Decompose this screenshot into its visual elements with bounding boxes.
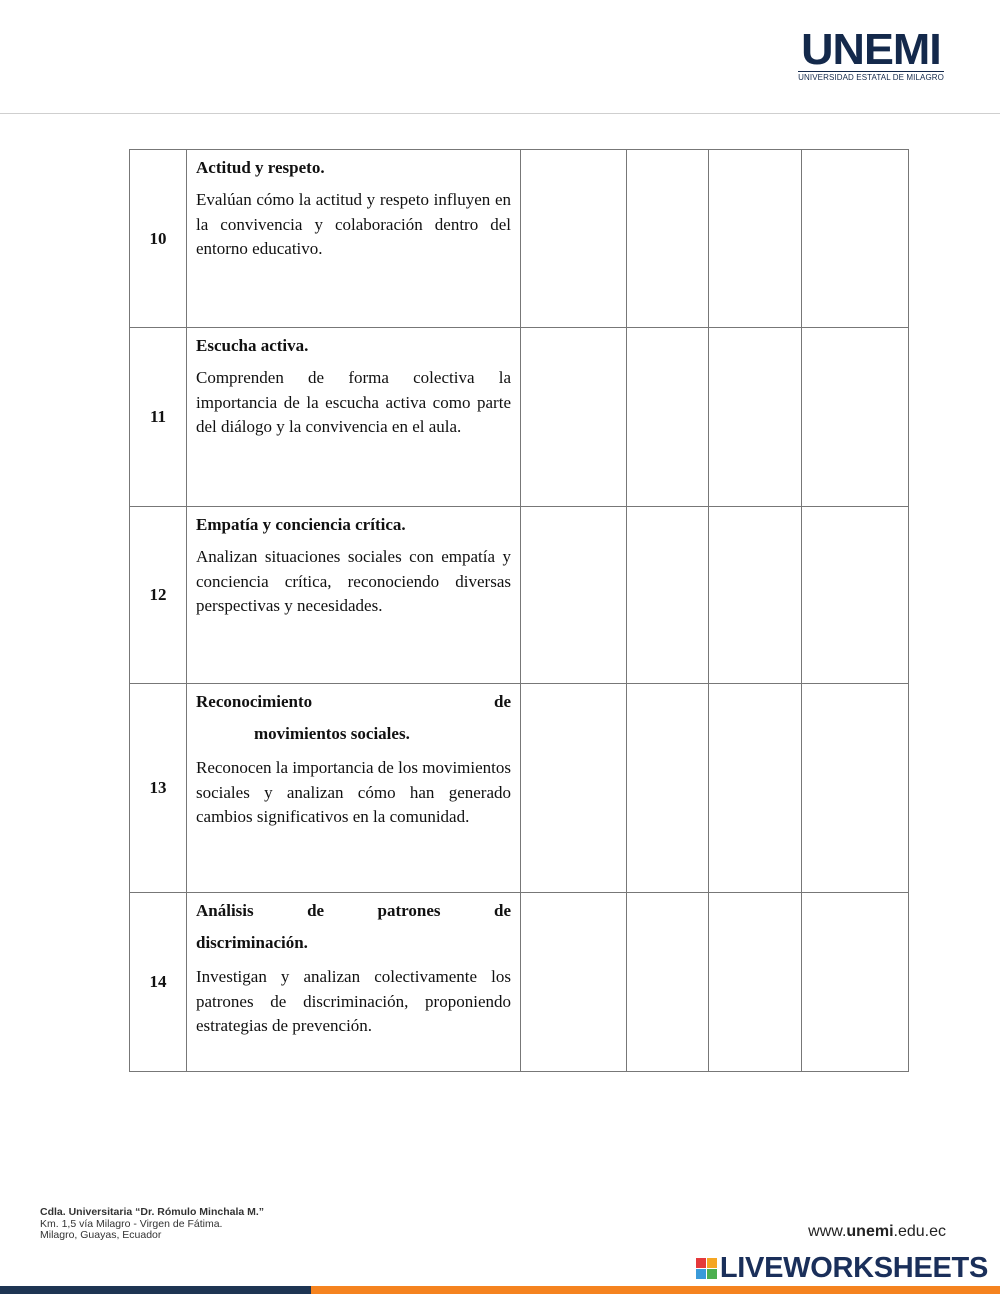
score-cell[interactable] — [709, 328, 802, 507]
bar-orange-segment — [311, 1286, 1000, 1294]
score-cell[interactable] — [709, 684, 802, 893]
row-number: 13 — [130, 684, 187, 893]
score-cell[interactable] — [521, 150, 627, 328]
score-cell[interactable] — [709, 507, 802, 684]
criterion-description: Investigan y analizan colectivamente los patrones de discriminación, proponiendo estrategias de prevención. — [196, 967, 511, 1035]
table-row — [130, 684, 909, 893]
row-number: 14 — [130, 893, 187, 1072]
footer-address — [40, 1207, 264, 1242]
address-line: Cdla. Universitaria “Dr. Rómulo Minchala M.” — [40, 1206, 265, 1218]
criterion-description: Comprenden de forma colectiva la importancia de la escucha activa como parte del diálogo y la convivencia en el aula. — [196, 368, 511, 436]
header-divider — [0, 113, 1000, 114]
table-row — [130, 507, 909, 684]
table-row — [130, 893, 909, 1072]
criterion-title: Actitud y respeto. — [196, 158, 325, 177]
score-cell[interactable] — [802, 150, 909, 328]
row-number: 12 — [130, 507, 187, 684]
score-cell[interactable] — [709, 893, 802, 1072]
logo-wordmark: UNEMI — [801, 25, 941, 74]
rubric-table — [129, 149, 909, 1072]
score-cell[interactable] — [802, 684, 909, 893]
brand-label: LIVEWORKSHEETS — [719, 1252, 988, 1284]
score-cell[interactable] — [627, 893, 709, 1072]
criterion-cell — [187, 893, 521, 1072]
score-cell[interactable] — [521, 328, 627, 507]
criterion-title-continued: discriminación. — [196, 933, 308, 952]
address-line: Km. 1,5 vía Milagro - Virgen de Fátima. — [40, 1217, 223, 1230]
criterion-cell — [187, 684, 521, 893]
unemi-logo — [798, 25, 944, 82]
criterion-title: Reconocimiento de — [196, 692, 511, 711]
score-cell[interactable] — [802, 893, 909, 1072]
criterion-description: Evalúan cómo la actitud y respeto influyen en la convivencia y colaboración dentro del entorno educativo. — [196, 190, 511, 258]
table-row — [130, 328, 909, 507]
score-cell[interactable] — [521, 893, 627, 1072]
bar-dark-segment — [0, 1286, 311, 1294]
criterion-title-continued: movimientos sociales. — [254, 724, 410, 743]
liveworksheets-icon — [696, 1258, 717, 1279]
score-cell[interactable] — [521, 684, 627, 893]
logo-subtitle: UNIVERSIDAD ESTATAL DE MILAGRO — [798, 73, 944, 82]
score-cell[interactable] — [627, 507, 709, 684]
row-number: 10 — [130, 150, 187, 328]
score-cell[interactable] — [521, 507, 627, 684]
web-domain: unemi — [846, 1223, 894, 1240]
row-number: 11 — [130, 328, 187, 507]
footer-color-bar — [0, 1286, 1000, 1294]
score-cell[interactable] — [802, 507, 909, 684]
criterion-title: Empatía y conciencia crítica. — [196, 515, 406, 534]
address-line: Milagro, Guayas, Ecuador — [40, 1229, 162, 1241]
website-link[interactable] — [808, 1223, 946, 1241]
criterion-cell — [187, 150, 521, 328]
score-cell[interactable] — [627, 328, 709, 507]
criterion-cell — [187, 507, 521, 684]
score-cell[interactable] — [627, 684, 709, 893]
web-suffix: .edu.ec — [893, 1223, 946, 1240]
liveworksheets-brand — [696, 1252, 988, 1285]
criterion-title: Escucha activa. — [196, 336, 309, 355]
criterion-cell — [187, 328, 521, 507]
criterion-description: Reconocen la importancia de los movimientos sociales y analizan cómo han generado cambios significativos en la comunidad. — [196, 758, 511, 826]
score-cell[interactable] — [627, 150, 709, 328]
table-row — [130, 150, 909, 328]
criterion-title: Análisis de patrones de — [196, 901, 511, 920]
score-cell[interactable] — [709, 150, 802, 328]
web-prefix: www. — [808, 1223, 847, 1240]
criterion-description: Analizan situaciones sociales con empatía y conciencia crítica, reconociendo diversas perspectivas y necesidades. — [196, 547, 511, 615]
score-cell[interactable] — [802, 328, 909, 507]
